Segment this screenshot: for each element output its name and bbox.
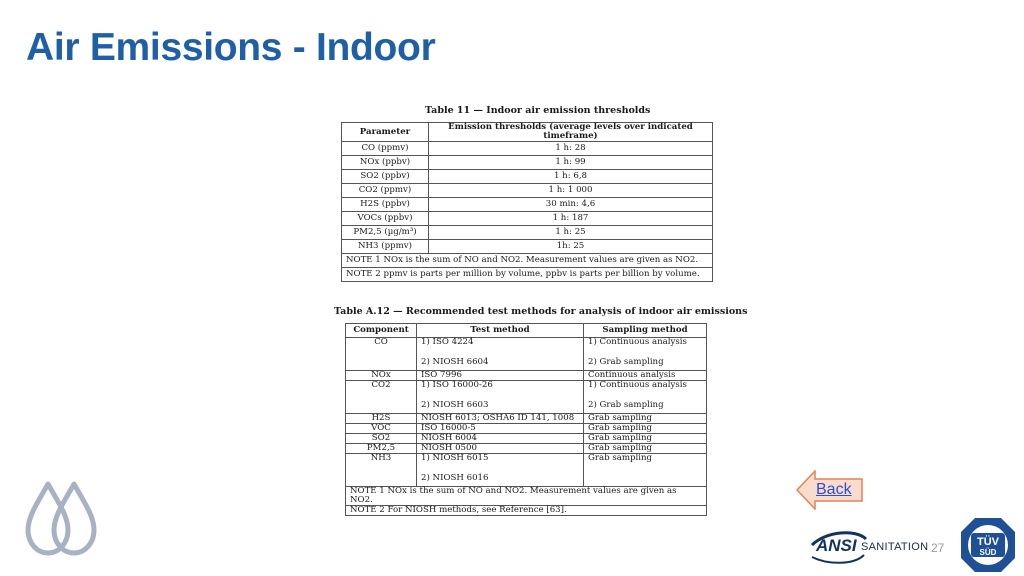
table-row <box>342 170 713 184</box>
test-method-cell: NIOSH 6004 <box>417 434 584 444</box>
table-header-row <box>342 123 713 142</box>
method-line: 1) ISO 4224 <box>421 337 474 347</box>
table-row <box>342 142 713 156</box>
column-header-sampling-method: Sampling method <box>584 324 707 338</box>
slide-title: Air Emissions - Indoor <box>26 26 436 69</box>
table-row <box>346 338 707 371</box>
table-row <box>342 226 713 240</box>
threshold-cell: 1 h: 187 <box>429 212 713 226</box>
param-cell: PM2,5 (µg/m³) <box>342 226 429 240</box>
sampling-method-cell <box>584 381 707 414</box>
tuv-text: TÜV <box>977 536 999 548</box>
table-row <box>346 424 707 434</box>
table-row <box>342 212 713 226</box>
threshold-cell: 1h: 25 <box>429 240 713 254</box>
ansi-logo-text: ANSI <box>816 536 857 555</box>
component-cell: PM2,5 <box>346 444 417 454</box>
test-method-cell <box>417 338 584 371</box>
table-row <box>346 414 707 424</box>
table-note: NOTE 1 NOx is the sum of NO and NO2. Measurement values are given as NO2. <box>346 487 707 506</box>
sampling-method-cell: Grab sampling <box>584 434 707 444</box>
test-method-cell: ISO 7996 <box>417 371 584 381</box>
table-row <box>346 444 707 454</box>
method-line: 1) ISO 16000-26 <box>421 380 493 391</box>
table-row <box>342 156 713 170</box>
test-methods-table <box>345 323 707 516</box>
component-cell: VOC <box>346 424 417 434</box>
table-row <box>342 198 713 212</box>
sampling-method-cell <box>584 338 707 371</box>
table-note: NOTE 2 For NIOSH methods, see Reference [63]. <box>346 506 707 516</box>
table-row <box>346 381 707 414</box>
method-line: 2) NIOSH 6603 <box>421 400 489 411</box>
param-cell: SO2 (ppbv) <box>342 170 429 184</box>
table-row <box>346 454 707 487</box>
threshold-cell: 1 h: 1 000 <box>429 184 713 198</box>
component-cell: H2S <box>346 414 417 424</box>
page-number: 27 <box>931 541 945 555</box>
table-note-row <box>346 506 707 516</box>
sanitation-logo-text: SANITATION <box>861 541 929 553</box>
threshold-cell: 1 h: 28 <box>429 142 713 156</box>
test-method-cell: NIOSH 6013; OSHA6 ID 141, 1008 <box>417 414 584 424</box>
sampling-method-cell: Grab sampling <box>584 414 707 424</box>
table-note-row <box>346 487 707 506</box>
table-a12-caption: Table A.12 — Recommended test methods for analysis of indoor air emissions <box>334 306 748 317</box>
component-cell: CO <box>346 338 417 371</box>
method-line: 2) NIOSH 6016 <box>421 473 489 484</box>
sampling-method-cell: Continuous analysis <box>584 371 707 381</box>
sampling-line: 2) Grab sampling <box>588 357 664 367</box>
component-cell: NOx <box>346 371 417 381</box>
table-note: NOTE 1 NOx is the sum of NO and NO2. Measurement values are given as NO2. <box>342 254 713 268</box>
sampling-line: 2) Grab sampling <box>588 400 664 411</box>
component-cell: CO2 <box>346 381 417 414</box>
sampling-method-cell: Grab sampling <box>584 424 707 434</box>
threshold-cell: 30 min: 4,6 <box>429 198 713 212</box>
threshold-cell: 1 h: 6,8 <box>429 170 713 184</box>
column-header-component: Component <box>346 324 417 338</box>
component-cell: NH3 <box>346 454 417 487</box>
test-method-cell <box>417 454 584 487</box>
table-row <box>346 371 707 381</box>
param-cell: CO (ppmv) <box>342 142 429 156</box>
sampling-line: 1) Continuous analysis <box>588 380 687 391</box>
column-header-parameter: Parameter <box>342 123 429 142</box>
table-note: NOTE 2 ppmv is parts per million by volume, ppbv is parts per billion by volume. <box>342 268 713 282</box>
test-method-cell: ISO 16000-5 <box>417 424 584 434</box>
sampling-method-cell: Grab sampling <box>584 444 707 454</box>
test-method-cell: NIOSH 0500 <box>417 444 584 454</box>
table-row <box>342 240 713 254</box>
param-cell: NH3 (ppmv) <box>342 240 429 254</box>
component-cell: SO2 <box>346 434 417 444</box>
threshold-cell: 1 h: 25 <box>429 226 713 240</box>
table-note-row <box>342 254 713 268</box>
param-cell: H2S (ppbv) <box>342 198 429 212</box>
sampling-method-cell: Grab sampling <box>584 454 707 487</box>
table-row <box>346 434 707 444</box>
sud-text: SÜD <box>979 548 997 557</box>
table-11-caption: Table 11 — Indoor air emission thresholds <box>425 105 651 116</box>
param-cell: VOCs (ppbv) <box>342 212 429 226</box>
table-header-row <box>346 324 707 338</box>
test-method-cell <box>417 381 584 414</box>
param-cell: NOx (ppbv) <box>342 156 429 170</box>
water-drops-icon <box>24 480 100 558</box>
param-cell: CO2 (ppmv) <box>342 184 429 198</box>
threshold-cell: 1 h: 99 <box>429 156 713 170</box>
sampling-line: 1) Continuous analysis <box>588 337 687 347</box>
back-link[interactable]: Back <box>816 481 852 498</box>
table-note-row <box>342 268 713 282</box>
column-header-test-method: Test method <box>417 324 584 338</box>
column-header-thresholds: Emission thresholds (average levels over indicated timeframe) <box>429 123 713 142</box>
method-line: 2) NIOSH 6604 <box>421 357 489 367</box>
back-button[interactable] <box>796 470 864 510</box>
indoor-air-thresholds-table <box>341 122 713 282</box>
table-row <box>342 184 713 198</box>
tuv-sud-logo-icon <box>959 516 1017 574</box>
method-line: 1) NIOSH 6015 <box>421 453 489 464</box>
